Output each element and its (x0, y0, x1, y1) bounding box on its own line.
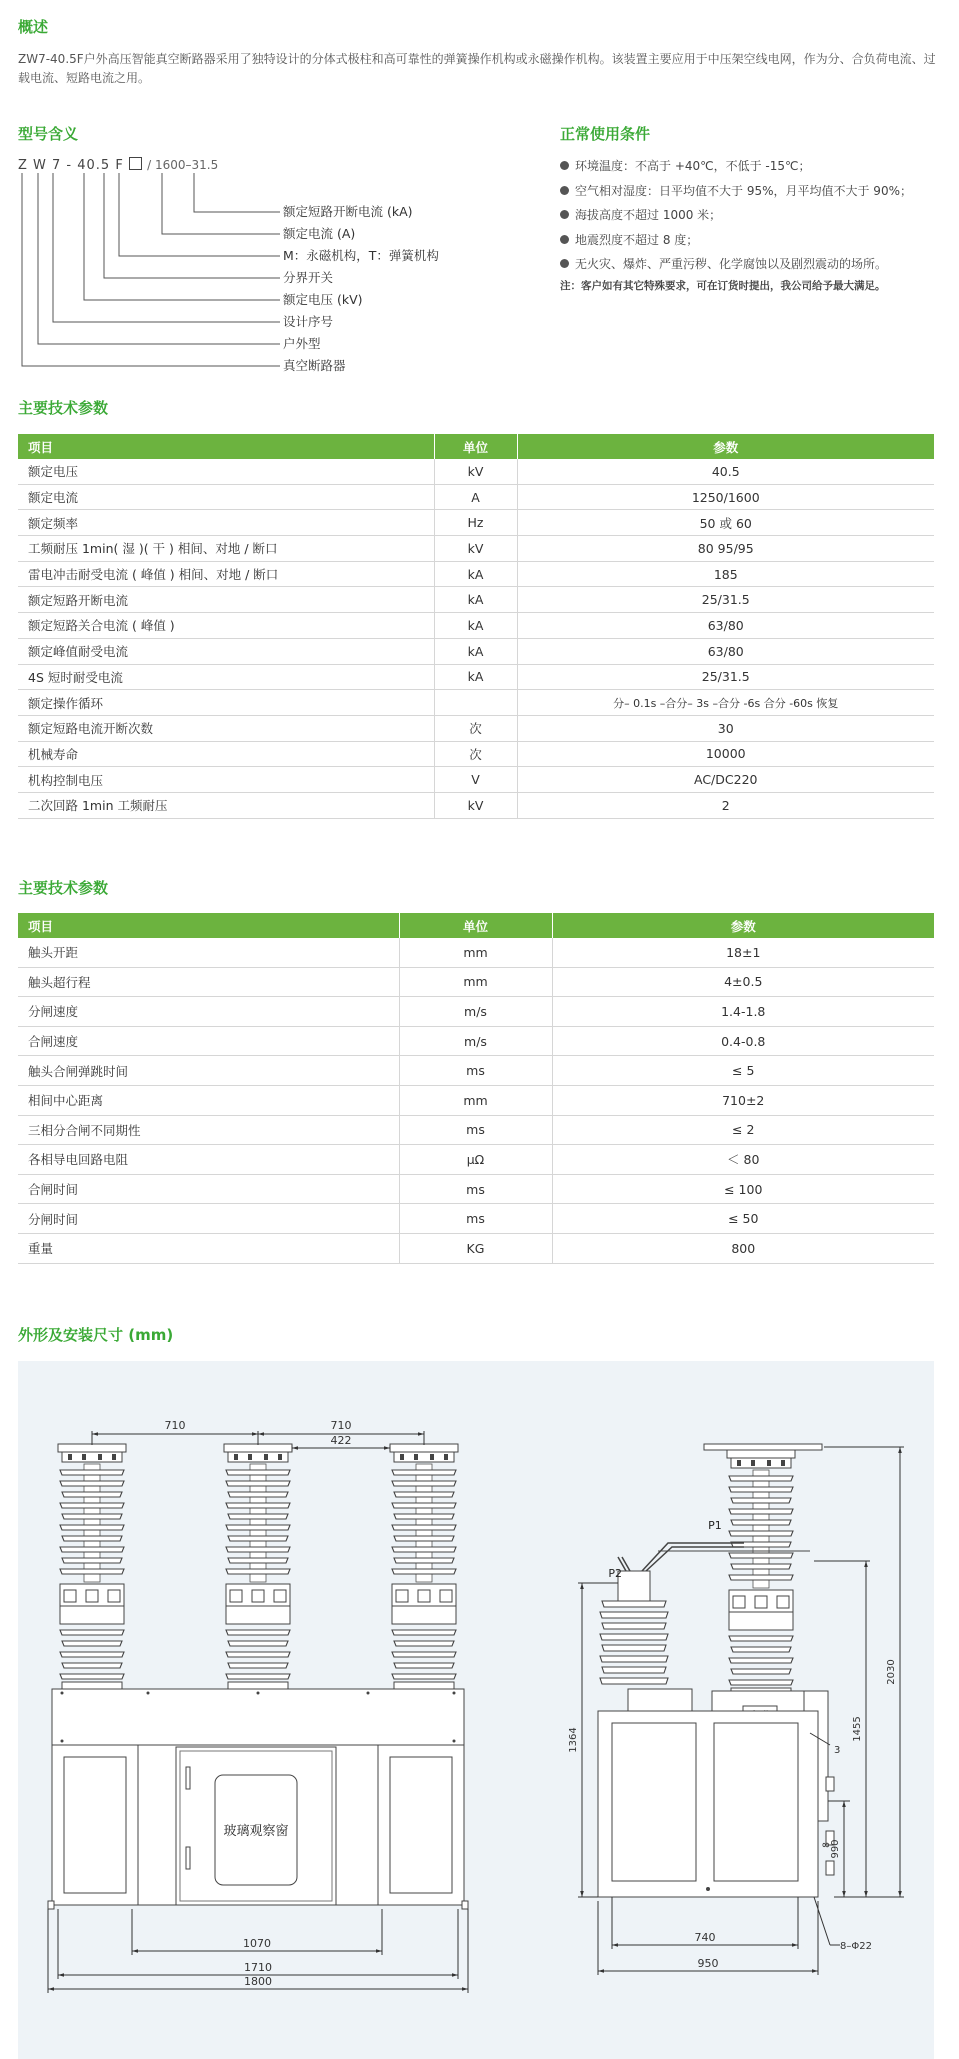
table-header-row (18, 913, 934, 938)
table-header-cell: 项目 (18, 434, 434, 459)
table-cell: V (434, 767, 517, 793)
table-cell: ≤ 100 (552, 1174, 934, 1204)
table-cell: 雷电冲击耐受电流 ( 峰值 ) 相间、对地 / 断口 (18, 561, 434, 587)
table-cell: ≤ 50 (552, 1204, 934, 1234)
table-cell: m/s (399, 997, 552, 1027)
table-header-cell: 单位 (399, 913, 552, 938)
condition-item (560, 228, 950, 253)
model-code-box (129, 157, 142, 170)
table-cell: 710±2 (552, 1085, 934, 1115)
table-row (18, 690, 934, 716)
side-view (568, 1444, 904, 1975)
table-cell: 800 (552, 1233, 934, 1263)
dim-front-1070: 1070 (243, 1937, 271, 1950)
drawing-title: 外形及安装尺寸 (mm) (18, 1326, 174, 1344)
table-cell: 63/80 (517, 638, 934, 664)
side-p1-label: P1 (708, 1519, 722, 1532)
table-cell: A (434, 484, 517, 510)
table-header-cell: 项目 (18, 913, 399, 938)
table-row (18, 715, 934, 741)
table-cell: kV (434, 536, 517, 562)
model-label: 额定电流 (A) (283, 226, 356, 241)
table-header-cell: 参数 (552, 913, 934, 938)
table-cell: μΩ (399, 1145, 552, 1175)
model-label: 户外型 (283, 336, 321, 351)
table-header-cell: 单位 (434, 434, 517, 459)
condition-item (560, 154, 950, 179)
table-row (18, 587, 934, 613)
table-cell: 各相导电回路电阻 (18, 1145, 399, 1175)
bullet-icon (560, 259, 569, 268)
table-cell: ≤ 5 (552, 1056, 934, 1086)
dim-front-1800: 1800 (244, 1975, 272, 1988)
table-cell: kA (434, 638, 517, 664)
model-label: 真空断路器 (283, 358, 346, 373)
table-row (18, 536, 934, 562)
table-row (18, 792, 934, 818)
model-label: 设计序号 (283, 314, 334, 329)
condition-text: 地震烈度不超过 8 度； (575, 232, 699, 247)
condition-text: 海拔高度不超过 1000 米； (575, 208, 722, 222)
table-cell: 次 (434, 715, 517, 741)
front-view (48, 1419, 468, 1993)
table-row (18, 1174, 934, 1204)
table-cell: 额定短路开断电流 (18, 587, 434, 613)
table1-title: 主要技术参数 (18, 399, 109, 417)
table-cell: kV (434, 459, 517, 484)
spec-table-1 (18, 434, 934, 819)
condition-text: 空气相对湿度：日平均值不大于 95%，月平均值不大于 90%； (575, 183, 912, 198)
dim-side-740: 740 (694, 1931, 716, 1944)
table-cell: 相间中心距离 (18, 1085, 399, 1115)
table-cell: ms (399, 1204, 552, 1234)
table-header-row (18, 434, 934, 459)
table-cell: ms (399, 1056, 552, 1086)
bullet-icon (560, 161, 569, 170)
table-row (18, 997, 934, 1027)
conditions-list (560, 154, 950, 277)
table-cell (434, 690, 517, 716)
table-cell: 额定电流 (18, 484, 434, 510)
table-cell: 合闸时间 (18, 1174, 399, 1204)
table-cell: 80 95/95 (517, 536, 934, 562)
table-row (18, 459, 934, 484)
table-cell: kV (434, 792, 517, 818)
model-label: 分界开关 (283, 270, 334, 285)
table-cell: kA (434, 664, 517, 690)
table-cell: 25/31.5 (517, 664, 934, 690)
table-row (18, 1056, 934, 1086)
model-title: 型号含义 (18, 125, 79, 143)
dim-side-holes: 8–Φ22 (840, 1941, 872, 1952)
table-row (18, 1115, 934, 1145)
table-cell: 额定短路关合电流 ( 峰值 ) (18, 613, 434, 639)
table-cell: 三相分合闸不同期性 (18, 1115, 399, 1145)
dim-side-2030: 2030 (886, 1659, 897, 1685)
dimension-drawing (18, 1361, 934, 2059)
table-cell: kA (434, 613, 517, 639)
table-row (18, 1026, 934, 1056)
conditions-title: 正常使用条件 (560, 125, 651, 143)
condition-item (560, 179, 950, 204)
bullet-icon (560, 235, 569, 244)
bullet-icon (560, 186, 569, 195)
table-cell: 分闸速度 (18, 997, 399, 1027)
table-cell: 4±0.5 (552, 967, 934, 997)
condition-item (560, 203, 950, 228)
dim-front-1710: 1710 (244, 1961, 272, 1974)
table-cell: 额定峰值耐受电流 (18, 638, 434, 664)
table-cell: 63/80 (517, 613, 934, 639)
drawing-svg (18, 1361, 934, 2059)
model-code-text: Z W 7 - 40.5 F (18, 158, 124, 173)
table-cell: 18±1 (552, 938, 934, 967)
table-cell: mm (399, 967, 552, 997)
bullet-icon (560, 210, 569, 219)
condition-text: 环境温度：不高于 +40℃，不低于 -15℃； (575, 159, 811, 173)
table-cell: 次 (434, 741, 517, 767)
dim-front-422: 422 (330, 1434, 352, 1447)
table-cell: ＜ 80 (552, 1145, 934, 1175)
table-cell: 40.5 (517, 459, 934, 484)
dim-side-1364: 1364 (568, 1727, 579, 1753)
condition-item (560, 252, 950, 277)
front-window-label: 玻璃观察窗 (223, 1824, 289, 1839)
table-cell: 分闸时间 (18, 1204, 399, 1234)
table-row (18, 1233, 934, 1263)
dim-side-3: 3 (834, 1745, 841, 1756)
table-row (18, 967, 934, 997)
table-row (18, 484, 934, 510)
table-cell: 工频耐压 1min( 湿 )( 干 ) 相间、对地 / 断口 (18, 536, 434, 562)
table-row (18, 664, 934, 690)
condition-text: 无火灾、爆炸、严重污秽、化学腐蚀以及剧烈震动的场所。 (575, 257, 888, 271)
table-cell: ms (399, 1174, 552, 1204)
table-cell: ms (399, 1115, 552, 1145)
model-label: 额定短路开断电流 (kA) (283, 204, 413, 219)
table-cell: 二次回路 1min 工频耐压 (18, 792, 434, 818)
table-cell: kA (434, 561, 517, 587)
dim-side-950: 950 (697, 1957, 719, 1970)
table-cell: 分– 0.1s –合分– 3s –合分 -6s 合分 -60s 恢复 (517, 690, 934, 716)
table-cell: mm (399, 938, 552, 967)
conditions-note: 注：客户如有其它特殊要求，可在订货时提出，我公司给予最大满足。 (560, 280, 886, 292)
table-cell: m/s (399, 1026, 552, 1056)
table-row (18, 767, 934, 793)
table-cell: 1250/1600 (517, 484, 934, 510)
model-leader-lines (0, 170, 300, 370)
table-cell: 重量 (18, 1233, 399, 1263)
table-row (18, 1145, 934, 1175)
overview-text: ZW7-40.5F户外高压智能真空断路器采用了独特设计的分体式极柱和高可靠性的弹簧操作机构或永磁操作机构。该装置主要应用于中压架空线电网，作为分、合负荷电流、过载电流、短路电流之用。 (18, 52, 936, 85)
table-cell: 机构控制电压 (18, 767, 434, 793)
table-cell: 10000 (517, 741, 934, 767)
dim-side-1455: 1455 (852, 1716, 863, 1742)
table-cell: 触头开距 (18, 938, 399, 967)
spec-table-2 (18, 913, 934, 1264)
overview-title: 概述 (18, 18, 49, 36)
table-cell: 机械寿命 (18, 741, 434, 767)
table-cell: 额定频率 (18, 510, 434, 536)
table-header-cell: 参数 (517, 434, 934, 459)
table-cell: AC/DC220 (517, 767, 934, 793)
table-cell: 185 (517, 561, 934, 587)
table-cell: 触头合闸弹跳时间 (18, 1056, 399, 1086)
table-cell: 30 (517, 715, 934, 741)
table-row (18, 510, 934, 536)
table-cell: 50 或 60 (517, 510, 934, 536)
table-cell: 额定操作循环 (18, 690, 434, 716)
table-cell: 额定电压 (18, 459, 434, 484)
side-p2-label: P2 (608, 1567, 622, 1580)
table-cell: 额定短路电流开断次数 (18, 715, 434, 741)
table-row (18, 561, 934, 587)
model-label: 额定电压 (kV) (283, 292, 363, 307)
table-cell: 触头超行程 (18, 967, 399, 997)
table-row (18, 1204, 934, 1234)
table-row (18, 638, 934, 664)
table-cell: 4S 短时耐受电流 (18, 664, 434, 690)
table-cell: 0.4-0.8 (552, 1026, 934, 1056)
dim-front-710-left: 710 (164, 1419, 186, 1432)
model-code-tail: / 1600–31.5 (147, 158, 219, 172)
dim-front-710-right: 710 (330, 1419, 352, 1432)
table-cell: KG (399, 1233, 552, 1263)
table-row (18, 938, 934, 967)
dim-side-990: 990 (830, 1839, 841, 1859)
table-row (18, 741, 934, 767)
dim-side-8: 8 (822, 1842, 832, 1848)
table-cell: 25/31.5 (517, 587, 934, 613)
table-cell: 1.4-1.8 (552, 997, 934, 1027)
table2-title: 主要技术参数 (18, 879, 109, 897)
table-cell: kA (434, 587, 517, 613)
table-row (18, 1085, 934, 1115)
table-cell: mm (399, 1085, 552, 1115)
table-cell: 2 (517, 792, 934, 818)
table-cell: Hz (434, 510, 517, 536)
table-cell: ≤ 2 (552, 1115, 934, 1145)
model-label: M：永磁机构，T：弹簧机构 (283, 248, 439, 263)
table-cell: 合闸速度 (18, 1026, 399, 1056)
table-row (18, 613, 934, 639)
